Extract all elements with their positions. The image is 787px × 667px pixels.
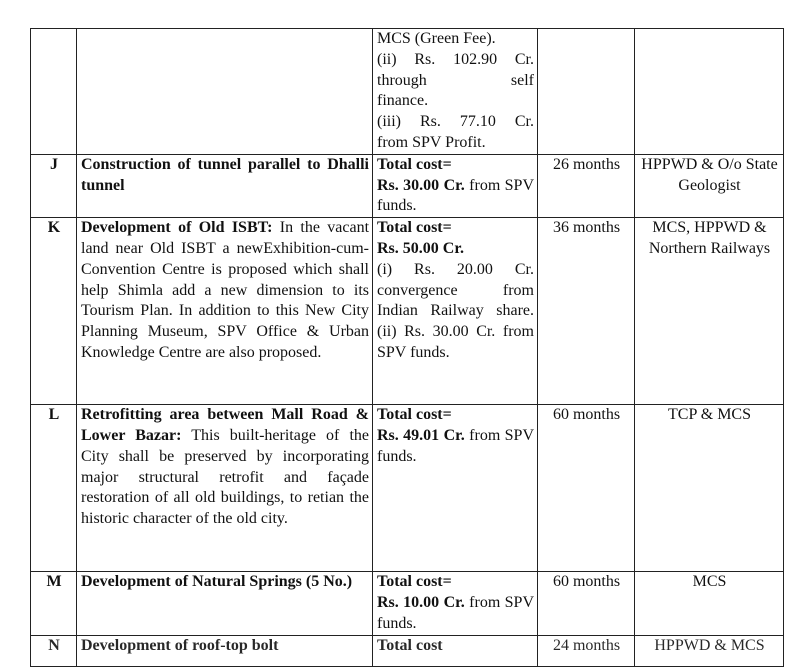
- duration-cell: [538, 29, 635, 155]
- cost-head: Total cost=: [377, 406, 452, 424]
- cost-detail: from SPV funds.: [377, 176, 535, 215]
- agency-cell: TCP & MCS: [635, 405, 784, 572]
- project-title: Development of Natural Springs (5 No.): [81, 573, 353, 591]
- serial-cell: M: [31, 572, 77, 635]
- cost-detail: from SPV funds.: [377, 426, 535, 465]
- table-row: [31, 154, 784, 217]
- cost-detail: from SPV funds.: [377, 593, 535, 632]
- agency-cell: MCS, HPPWD & Northern Railways: [635, 218, 784, 405]
- agency-cell: [635, 29, 784, 155]
- duration-cell: 26 months: [538, 154, 635, 217]
- cost-amount: Rs. 10.00 Cr.: [377, 593, 465, 611]
- cost-line: from SPV Profit.: [377, 133, 486, 151]
- duration-cell: 60 months: [538, 572, 635, 635]
- description-cell: [77, 635, 373, 666]
- table-row: [31, 29, 784, 155]
- table-row: [31, 405, 784, 572]
- cost-head: Total cost=: [377, 155, 452, 173]
- cost-head: Total cost=: [377, 219, 452, 237]
- project-title: Retrofitting area between Mall Road & Lower Bazar:: [81, 406, 369, 444]
- project-description: In the vacant land near Old ISBT a newExhibition-cum-Convention Centre is proposed which shall help Shimla add a new dimension to its Tourism Plan. In addition to this New City Planning Museum, SPV Office & Urban Knowledge Centre are also proposed.: [81, 219, 370, 361]
- agency-cell: HPPWD & MCS: [635, 635, 784, 666]
- cost-line: (ii) Rs. 102.90 Cr.: [377, 50, 534, 68]
- cost-line: MCS (Green Fee).: [377, 30, 496, 47]
- project-description: This built-heritage of the City shall be preserved by incorporating major structural retrofit and façade restoration of all old buildings, to retian the historic character of the old city.: [81, 426, 370, 528]
- description-cell: [77, 405, 373, 572]
- cost-cell: [373, 635, 538, 666]
- duration-cell: 24 months: [538, 635, 635, 666]
- table-row: [31, 218, 784, 405]
- document-page: [30, 28, 783, 667]
- description-cell: [77, 572, 373, 635]
- cost-amount: Rs. 49.01 Cr.: [377, 426, 465, 444]
- duration-cell: 60 months: [538, 405, 635, 572]
- project-table: [30, 28, 784, 667]
- project-title: Construction of tunnel parallel to Dhalli tunnel: [81, 155, 369, 194]
- table-row: [31, 635, 784, 666]
- project-title: Development of Old ISBT:: [81, 219, 273, 237]
- serial-cell: L: [31, 405, 77, 572]
- cost-cell: [373, 154, 538, 217]
- cost-cell: [373, 29, 538, 155]
- cost-head: Total cost=: [377, 573, 452, 591]
- cost-head: Total cost: [377, 636, 443, 654]
- cost-line: (iii) Rs. 77.10 Cr.: [377, 113, 534, 131]
- cost-cell: [373, 405, 538, 572]
- project-title: Development of roof-top bolt: [81, 636, 279, 654]
- agency-cell: HPPWD & O/o State Geologist: [635, 154, 784, 217]
- description-cell: [77, 218, 373, 405]
- serial-cell: J: [31, 154, 77, 217]
- description-cell: [77, 29, 373, 155]
- agency-cell: MCS: [635, 572, 784, 635]
- serial-cell: N: [31, 635, 77, 666]
- serial-cell: K: [31, 218, 77, 405]
- duration-cell: 36 months: [538, 218, 635, 405]
- description-cell: [77, 154, 373, 217]
- cost-amount: Rs. 30.00 Cr.: [377, 176, 465, 194]
- cost-cell: [373, 572, 538, 635]
- serial-cell: [31, 29, 77, 155]
- cost-line: through self: [377, 71, 534, 89]
- cost-cell: [373, 218, 538, 405]
- table-row: [31, 572, 784, 635]
- cost-line: finance.: [377, 92, 429, 110]
- cost-detail: (i) Rs. 20.00 Cr. convergence from Indian Railway share. (ii) Rs. 30.00 Cr. from SPV funds.: [377, 260, 534, 361]
- cost-amount: Rs. 50.00 Cr.: [377, 239, 464, 257]
